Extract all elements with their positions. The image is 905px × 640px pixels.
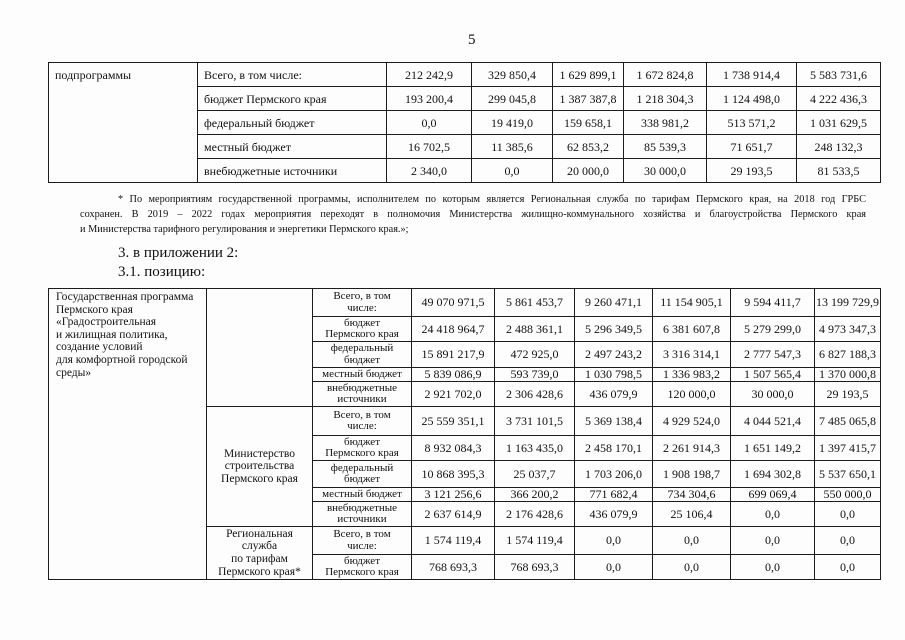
value-cell: 366 200,2 <box>495 488 575 502</box>
value-cell: 3 121 256,6 <box>412 488 495 502</box>
value-cell: 1 397 415,7 <box>815 436 881 461</box>
value-cell: 3 316 314,1 <box>653 342 731 368</box>
value-cell: 29 193,5 <box>707 159 797 183</box>
value-cell: 6 381 607,8 <box>653 317 731 342</box>
value-cell: 1 387 387,8 <box>553 87 624 111</box>
table-row <box>49 289 881 317</box>
value-cell: 1 336 983,2 <box>653 368 731 382</box>
value-cell: 7 485 065,8 <box>815 407 881 436</box>
value-cell: 62 853,2 <box>553 135 624 159</box>
value-cell: 1 574 119,4 <box>495 527 575 555</box>
row-label: местный бюджет <box>313 368 412 382</box>
value-cell: 0,0 <box>731 527 815 555</box>
value-cell: 3 731 101,5 <box>495 407 575 436</box>
value-cell: 1 507 565,4 <box>731 368 815 382</box>
value-cell: 1 030 798,5 <box>575 368 653 382</box>
row-label: Всего, в том числе: <box>313 527 412 555</box>
value-cell: 4 044 521,4 <box>731 407 815 436</box>
value-cell: 30 000,0 <box>731 382 815 407</box>
position-heading: 3.1. позицию: <box>118 264 206 280</box>
value-cell: 120 000,0 <box>653 382 731 407</box>
value-cell: 5 369 138,4 <box>575 407 653 436</box>
value-cell: 30 000,0 <box>624 159 707 183</box>
row-label: бюджет Пермского края <box>198 87 387 111</box>
value-cell: 248 132,3 <box>797 135 881 159</box>
value-cell: 2 497 243,2 <box>575 342 653 368</box>
value-cell: 0,0 <box>653 555 731 580</box>
value-cell: 29 193,5 <box>815 382 881 407</box>
value-cell: 0,0 <box>653 527 731 555</box>
value-cell: 8 932 084,3 <box>412 436 495 461</box>
row-label: местный бюджет <box>198 135 387 159</box>
value-cell: 329 850,4 <box>472 63 553 87</box>
value-cell: 9 594 411,7 <box>731 289 815 317</box>
footnote-line: сохранен. В 2019 – 2022 годах мероприятия переходят в полномочия Министерства жилищно-коммунального хозяйства и благоустройства Пермского края <box>80 209 866 220</box>
value-cell: 5 537 650,1 <box>815 461 881 488</box>
value-cell: 19 419,0 <box>472 111 553 135</box>
value-cell: 1 629 899,1 <box>553 63 624 87</box>
value-cell: 0,0 <box>815 527 881 555</box>
value-cell: 24 418 964,7 <box>412 317 495 342</box>
value-cell: 513 571,2 <box>707 111 797 135</box>
value-cell: 1 574 119,4 <box>412 527 495 555</box>
value-cell: 1 031 629,5 <box>797 111 881 135</box>
row-label: внебюджетные источники <box>198 159 387 183</box>
value-cell: 11 385,6 <box>472 135 553 159</box>
value-cell: 436 079,9 <box>575 502 653 527</box>
value-cell: 1 163 435,0 <box>495 436 575 461</box>
table-row <box>49 63 881 87</box>
value-cell: 436 079,9 <box>575 382 653 407</box>
value-cell: 212 242,9 <box>387 63 472 87</box>
value-cell: 0,0 <box>815 502 881 527</box>
value-cell: 49 070 971,5 <box>412 289 495 317</box>
value-cell: 9 260 471,1 <box>575 289 653 317</box>
value-cell: 472 925,0 <box>495 342 575 368</box>
value-cell: 20 000,0 <box>553 159 624 183</box>
table-body <box>49 289 881 580</box>
value-cell: 4 222 436,3 <box>797 87 881 111</box>
value-cell: 2 637 614,9 <box>412 502 495 527</box>
value-cell: 25 559 351,1 <box>412 407 495 436</box>
subprogram-stub-cell: подпрограммы <box>49 63 198 183</box>
value-cell: 2 261 914,3 <box>653 436 731 461</box>
page-number: 5 <box>468 32 476 48</box>
value-cell: 6 827 188,3 <box>815 342 881 368</box>
value-cell: 2 176 428,6 <box>495 502 575 527</box>
value-cell: 1 703 206,0 <box>575 461 653 488</box>
appendix-heading: 3. в приложении 2: <box>118 245 239 261</box>
value-cell: 2 921 702,0 <box>412 382 495 407</box>
row-label: федеральный бюджет <box>198 111 387 135</box>
executor-cell: Региональная служба по тарифам Пермского края* <box>207 527 313 580</box>
value-cell: 0,0 <box>575 555 653 580</box>
value-cell: 1 218 304,3 <box>624 87 707 111</box>
row-label: местный бюджет <box>313 488 412 502</box>
value-cell: 0,0 <box>815 555 881 580</box>
table-body <box>49 63 881 183</box>
value-cell: 85 539,3 <box>624 135 707 159</box>
value-cell: 1 908 198,7 <box>653 461 731 488</box>
value-cell: 699 069,4 <box>731 488 815 502</box>
value-cell: 5 861 453,7 <box>495 289 575 317</box>
value-cell: 25 037,7 <box>495 461 575 488</box>
value-cell: 2 306 428,6 <box>495 382 575 407</box>
value-cell: 0,0 <box>731 555 815 580</box>
value-cell: 1 370 000,8 <box>815 368 881 382</box>
value-cell: 16 702,5 <box>387 135 472 159</box>
row-label: федеральный бюджет <box>313 461 412 488</box>
value-cell: 15 891 217,9 <box>412 342 495 368</box>
value-cell: 2 458 170,1 <box>575 436 653 461</box>
value-cell: 1 694 302,8 <box>731 461 815 488</box>
row-label: бюджет Пермского края <box>313 555 412 580</box>
value-cell: 5 583 731,6 <box>797 63 881 87</box>
row-label: бюджет Пермского края <box>313 317 412 342</box>
row-label: внебюджетные источники <box>313 382 412 407</box>
row-label: федеральный бюджет <box>313 342 412 368</box>
value-cell: 0,0 <box>575 527 653 555</box>
value-cell: 10 868 395,3 <box>412 461 495 488</box>
value-cell: 0,0 <box>387 111 472 135</box>
row-label: внебюджетные источники <box>313 502 412 527</box>
value-cell: 338 981,2 <box>624 111 707 135</box>
subprogram-funding-table <box>48 62 881 183</box>
value-cell: 2 340,0 <box>387 159 472 183</box>
value-cell: 5 839 086,9 <box>412 368 495 382</box>
executor-cell: Министерство строительства Пермского края <box>207 407 313 527</box>
value-cell: 768 693,3 <box>412 555 495 580</box>
executor-cell-empty <box>207 289 313 407</box>
value-cell: 1 651 149,2 <box>731 436 815 461</box>
value-cell: 550 000,0 <box>815 488 881 502</box>
value-cell: 768 693,3 <box>495 555 575 580</box>
value-cell: 4 929 524,0 <box>653 407 731 436</box>
value-cell: 193 200,4 <box>387 87 472 111</box>
value-cell: 1 738 914,4 <box>707 63 797 87</box>
value-cell: 2 488 361,1 <box>495 317 575 342</box>
row-label: Всего, в том числе: <box>198 63 387 87</box>
footnote-line: и Министерства тарифного регулирования и энергетики Пермского края.»; <box>80 224 409 235</box>
row-label: бюджет Пермского края <box>313 436 412 461</box>
footnote <box>80 192 866 237</box>
program-funding-table <box>48 288 881 580</box>
value-cell: 2 777 547,3 <box>731 342 815 368</box>
value-cell: 1 124 498,0 <box>707 87 797 111</box>
value-cell: 1 672 824,8 <box>624 63 707 87</box>
value-cell: 5 296 349,5 <box>575 317 653 342</box>
value-cell: 4 973 347,3 <box>815 317 881 342</box>
value-cell: 0,0 <box>731 502 815 527</box>
value-cell: 159 658,1 <box>553 111 624 135</box>
value-cell: 734 304,6 <box>653 488 731 502</box>
value-cell: 5 279 299,0 <box>731 317 815 342</box>
value-cell: 71 651,7 <box>707 135 797 159</box>
value-cell: 13 199 729,9 <box>815 289 881 317</box>
row-label: Всего, в том числе: <box>313 407 412 436</box>
program-name-cell: Государственная программа Пермского края «Градостроительная и жилищная политика, создание условий для комфортной городской среды» <box>49 289 207 580</box>
value-cell: 0,0 <box>472 159 553 183</box>
value-cell: 593 739,0 <box>495 368 575 382</box>
footnote-line: * По мероприятиям государственной программы, исполнителем по которым является Региональная служба по тарифам Пермского края, на 2018 год ГРБС <box>118 194 866 205</box>
value-cell: 81 533,5 <box>797 159 881 183</box>
value-cell: 25 106,4 <box>653 502 731 527</box>
row-label: Всего, в том числе: <box>313 289 412 317</box>
value-cell: 771 682,4 <box>575 488 653 502</box>
value-cell: 299 045,8 <box>472 87 553 111</box>
value-cell: 11 154 905,1 <box>653 289 731 317</box>
